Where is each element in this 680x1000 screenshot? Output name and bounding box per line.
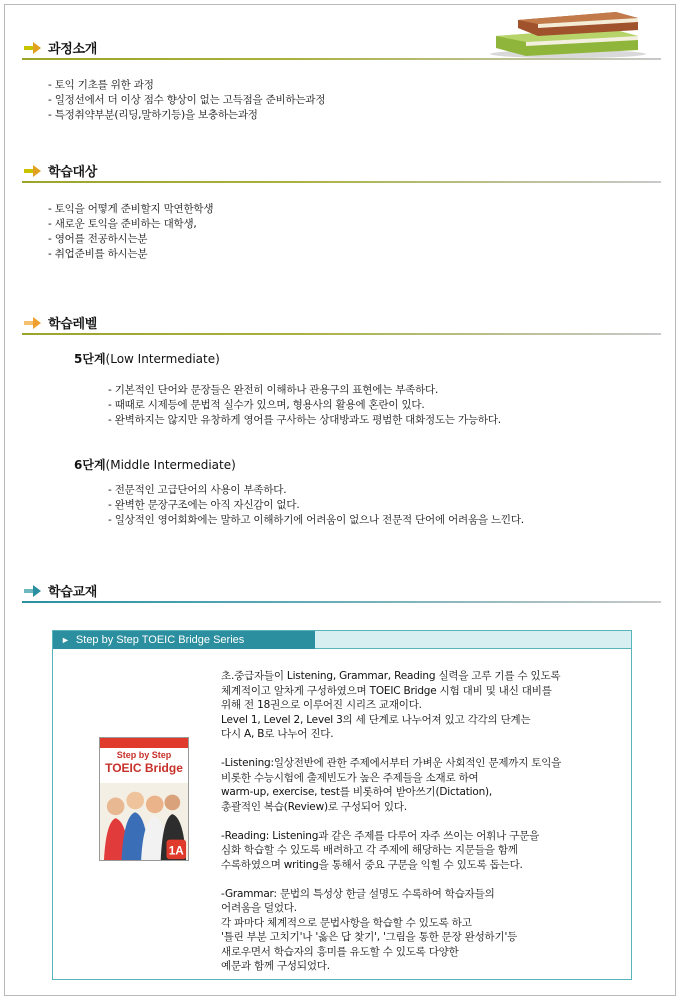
list-item: - 완벽한 문장구조에는 아직 자신감이 없다. [108, 498, 524, 513]
description-paragraph: -Listening:일상전반에 관한 주제에서부터 가벼운 사회적인 문제까지 토익을 비롯한 수능시험에 출제빈도가 높은 주제들을 소재로 하여 warm-up, exercise, test를 비롯하여 받아쓰기(Dictation), 총괄적인 복습(Review)로 구성되어 있다. [221, 757, 562, 813]
list-item: - 영어를 전공하시는분 [48, 232, 213, 247]
section-header-textbook [22, 581, 662, 605]
section-title: 학습교재 [48, 585, 98, 600]
section-title: 학습대상 [48, 165, 98, 180]
level-5-title: 5단계(Low Intermediate) [74, 352, 220, 366]
cover-photo-illustration [100, 782, 188, 861]
series-tab-label: Step by Step TOEIC Bridge Series [75, 634, 245, 646]
cover-top-band [100, 738, 188, 748]
section-title: 학습레벨 [48, 317, 98, 332]
section-header-intro [22, 38, 662, 62]
section-divider [22, 601, 661, 603]
series-box [52, 630, 632, 980]
list-item: - 특정취약부분(리딩,말하기등)을 보충하는과정 [48, 108, 325, 123]
list-item: - 전문적인 고급단어의 사용이 부족하다. [108, 483, 524, 498]
list-item: - 완벽하지는 않지만 유창하게 영어를 구사하는 상대방과도 평범한 대화정도는 가능하다. [108, 413, 501, 428]
list-item: - 새로운 토익을 준비하는 대학생, [48, 217, 213, 232]
list-item: - 일상적인 영어회화에는 말하고 이해하기에 어려움이 없으나 전문적 단어에 어려움을 느낀다. [108, 513, 524, 528]
series-tab [53, 631, 315, 649]
description-paragraph: -Grammar: 문법의 특성상 한글 설명도 수록하여 학습자들의 어려움을 덜었다. 각 파마다 체계적으로 문법사항을 학습할 수 있도록 하고 '틀린 부분 고치기'나 '옳은 답 찾기', '그림을 통한 문장 완성하기'등 새로우면서 학습자의 흥미를 유도할 수 있도록 다양한 예문과 함께 구성되었다. [221, 887, 518, 972]
arrow-right-icon [24, 584, 42, 598]
cover-badge: 1A [168, 844, 184, 858]
description-paragraph: -Reading: Listening과 같은 주제를 다루어 자주 쓰이는 어휘나 구문을 심화 학습할 수 있도록 배려하고 각 주제에 해당하는 지문들을 함께 수록하였으며 writing을 통해서 중요 구문을 익힐 수 있도록 돕는다. [221, 829, 540, 871]
section-title: 과정소개 [48, 42, 98, 57]
arrow-right-icon [24, 164, 42, 178]
intro-list [48, 78, 325, 123]
list-item: - 토익 기초를 위한 과정 [48, 78, 325, 93]
section-divider [22, 181, 661, 183]
list-item: - 기본적인 단어와 문장들은 완전히 이해하나 관용구의 표현에는 부족하다. [108, 383, 501, 398]
list-item: - 일정선에서 더 이상 점수 향상이 없는 고득점을 준비하는과정 [48, 93, 325, 108]
section-header-level [22, 313, 662, 337]
book-cover-image [99, 737, 189, 861]
level-6-title: 6단계(Middle Intermediate) [74, 458, 236, 472]
section-header-target [22, 161, 662, 185]
arrow-right-icon [24, 316, 42, 330]
arrow-right-icon [24, 41, 42, 55]
list-item: - 때때로 시제등에 문법적 실수가 있으며, 형용사의 활용에 혼란이 있다. [108, 398, 501, 413]
list-item: - 토익을 어떻게 준비할지 막연한학생 [48, 202, 213, 217]
level-6-list [108, 483, 524, 528]
cover-title-line2: TOEIC Bridge [105, 761, 183, 775]
section-divider [22, 58, 661, 60]
description-paragraph: 초.중급자들이 Listening, Grammar, Reading 실력을 고루 기를 수 있도록 체계적이고 알차게 구성하였으며 TOEIC Bridge 시험 대비 및 내신 대비를 위해 전 18권으로 이루어진 시리즈 교재이다. Level 1, Level 2, Level 3의 세 단계로 나누어져 있고 각각의 단계는 다시 A, B로 나누어 진다. [221, 670, 561, 740]
target-list [48, 202, 213, 262]
series-description [221, 669, 631, 988]
list-item: - 취업준비를 하시는분 [48, 247, 213, 262]
triangle-right-icon: ► [61, 635, 70, 645]
level-5-list [108, 383, 501, 428]
section-divider [22, 333, 661, 335]
cover-title-line1: Step by Step [116, 750, 172, 760]
